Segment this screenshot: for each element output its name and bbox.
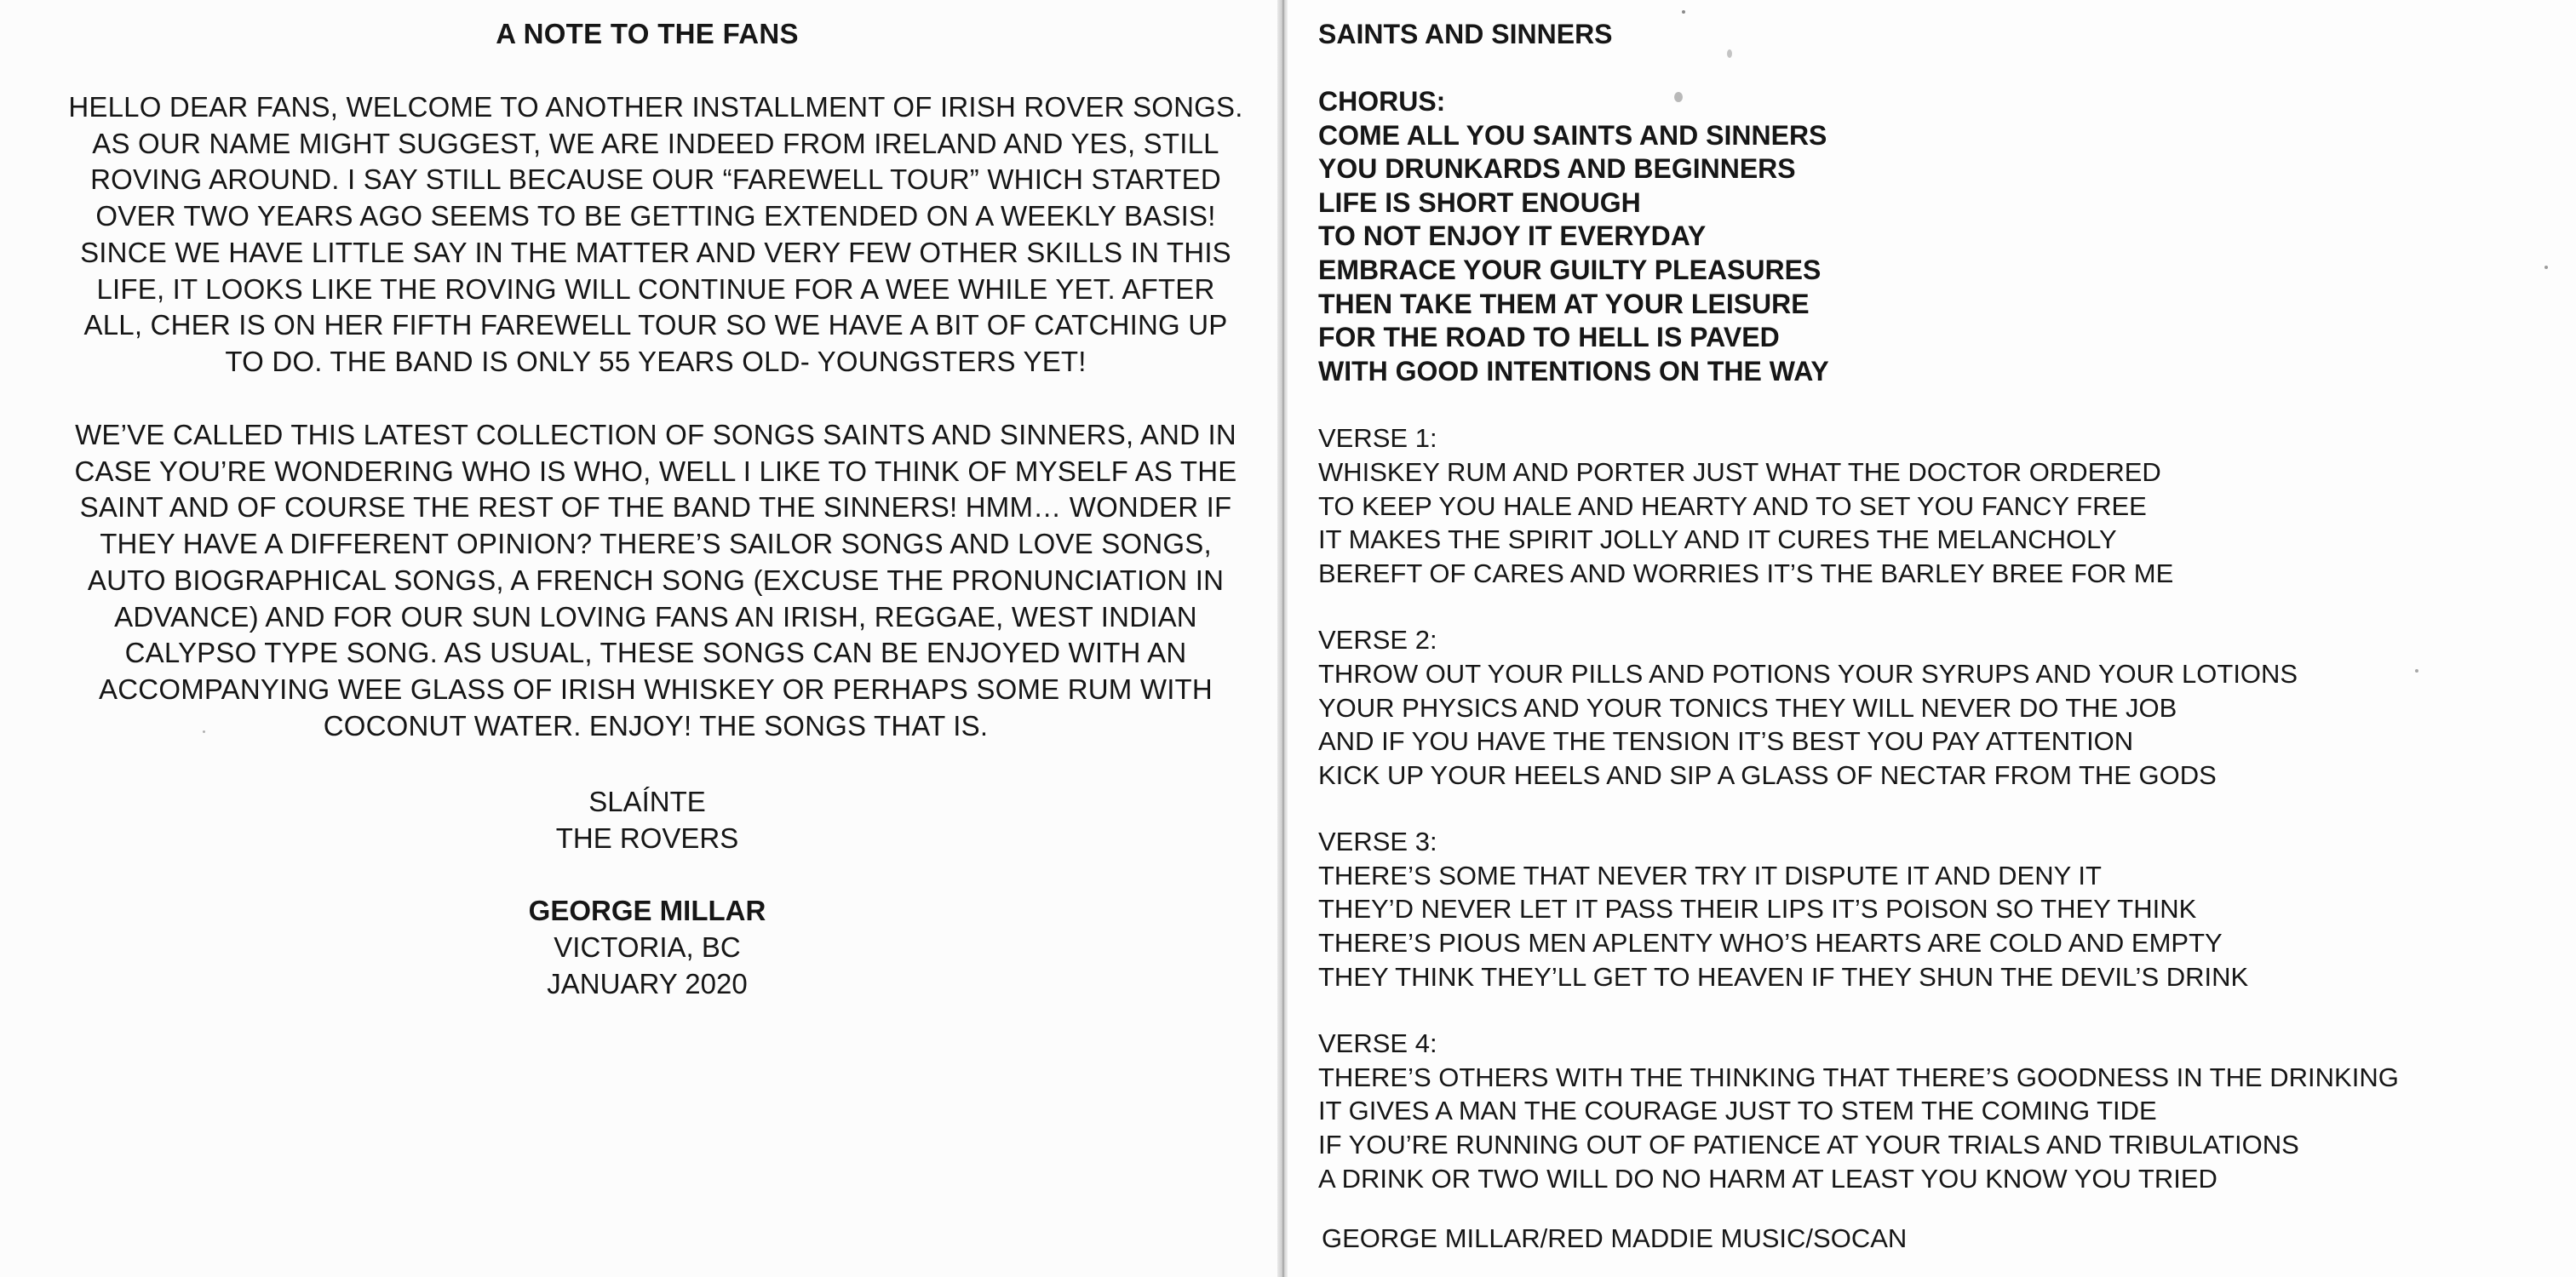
verse-4-section	[1318, 1027, 2544, 1195]
scan-speck	[1727, 49, 1732, 58]
lyric-line: BEREFT OF CARES AND WORRIES IT’S THE BARLEY BREE FOR ME	[1318, 558, 2174, 588]
lyric-line: IT MAKES THE SPIRIT JOLLY AND IT CURES THE MELANCHOLY	[1318, 524, 2117, 555]
text-line: AS OUR NAME MIGHT SUGGEST, WE ARE INDEED FROM IRELAND AND YES, STILL	[92, 127, 1219, 159]
author-block	[0, 892, 1294, 1002]
text-line: OVER TWO YEARS AGO SEEMS TO BE GETTING EXTENDED ON A WEEKLY BASIS!	[95, 200, 1216, 232]
lyric-line: COME ALL YOU SAINTS AND SINNERS	[1318, 119, 1827, 151]
lyric-line: A DRINK OR TWO WILL DO NO HARM AT LEAST YOU KNOW YOU TRIED	[1318, 1163, 2217, 1194]
lyric-line: THEN TAKE THEM AT YOUR LEISURE	[1318, 288, 1810, 319]
verse-label: VERSE 4:	[1318, 1028, 1437, 1059]
text-line: HELLO DEAR FANS, WELCOME TO ANOTHER INSTALLMENT OF IRISH ROVER SONGS.	[68, 91, 1243, 123]
text-line: TO DO. THE BAND IS ONLY 55 YEARS OLD- YOUNGSTERS YET!	[225, 345, 1087, 377]
lyric-line: IT GIVES A MAN THE COURAGE JUST TO STEM THE COMING TIDE	[1318, 1096, 2157, 1126]
lyric-line: WHISKEY RUM AND PORTER JUST WHAT THE DOCTOR ORDERED	[1318, 456, 2161, 487]
note-paragraph-2	[17, 417, 1294, 744]
verse-label: VERSE 3:	[1318, 827, 1437, 857]
text-line: AUTO BIOGRAPHICAL SONGS, A FRENCH SONG (EXCUSE THE PRONUNCIATION IN	[87, 564, 1225, 596]
text-line: THEY HAVE A DIFFERENT OPINION? THERE’S SAILOR SONGS AND LOVE SONGS,	[100, 528, 1212, 560]
lyric-line: THROW OUT YOUR PILLS AND POTIONS YOUR SYRUPS AND YOUR LOTIONS	[1318, 658, 2298, 689]
author-location: VICTORIA, BC	[554, 931, 741, 963]
text-line: ALL, CHER IS ON HER FIFTH FAREWELL TOUR SO WE HAVE A BIT OF CATCHING UP	[83, 309, 1228, 341]
scan-speck	[2415, 669, 2418, 673]
lyric-line: YOUR PHYSICS AND YOUR TONICS THEY WILL NEVER DO THE JOB	[1318, 692, 2177, 723]
lyric-line: THERE’S SOME THAT NEVER TRY IT DISPUTE IT AND DENY IT	[1318, 860, 2102, 890]
text-line: WE’VE CALLED THIS LATEST COLLECTION OF SONGS SAINTS AND SINNERS, AND IN	[75, 419, 1236, 450]
verse-3-section	[1318, 825, 2544, 994]
lyric-line: AND IF YOU HAVE THE TENSION IT’S BEST YOU PAY ATTENTION	[1318, 726, 2134, 757]
scan-speck	[203, 730, 205, 733]
lyric-line: KICK UP YOUR HEELS AND SIP A GLASS OF NECTAR FROM THE GODS	[1318, 759, 2217, 790]
lyric-line: TO NOT ENJOY IT EVERYDAY	[1318, 220, 1707, 252]
lyric-line: LIFE IS SHORT ENOUGH	[1318, 186, 1641, 218]
salutation: SLAÍNTE	[588, 786, 706, 817]
lyric-line: WITH GOOD INTENTIONS ON THE WAY	[1318, 355, 1829, 387]
lyric-line: THEY THINK THEY’LL GET TO HEAVEN IF THEY SHUN THE DEVIL’S DRINK	[1318, 961, 2249, 992]
song-title: SAINTS AND SINNERS	[1318, 19, 1613, 49]
text-line: SINCE WE HAVE LITTLE SAY IN THE MATTER AND VERY FEW OTHER SKILLS IN THIS	[80, 236, 1231, 268]
scan-speck	[1674, 92, 1683, 102]
lyric-line: THERE’S OTHERS WITH THE THINKING THAT THERE’S GOODNESS IN THE DRINKING	[1318, 1062, 2399, 1092]
verse-label: VERSE 1:	[1318, 423, 1437, 454]
verse-label: VERSE 2:	[1318, 625, 1437, 656]
signed-by: THE ROVERS	[555, 822, 739, 854]
note-date: JANUARY 2020	[547, 968, 748, 999]
text-line: COCONUT WATER. ENJOY! THE SONGS THAT IS.	[323, 709, 989, 742]
lyric-line: IF YOU’RE RUNNING OUT OF PATIENCE AT YOUR TRIALS AND TRIBULATIONS	[1318, 1130, 2299, 1160]
verse-1-section	[1318, 421, 2544, 590]
note-paragraph-1	[17, 89, 1294, 381]
chorus-label: CHORUS:	[1318, 86, 1446, 117]
scan-speck	[2544, 266, 2548, 269]
text-line: ADVANCE) AND FOR OUR SUN LOVING FANS AN IRISH, REGGAE, WEST INDIAN	[114, 600, 1197, 633]
lyric-line: YOU DRUNKARDS AND BEGINNERS	[1318, 153, 1796, 185]
lyric-line: THERE’S PIOUS MEN APLENTY WHO’S HEARTS ARE COLD AND EMPTY	[1318, 928, 2223, 959]
verse-2-section	[1318, 623, 2544, 792]
text-line: ACCOMPANYING WEE GLASS OF IRISH WHISKEY OR PERHAPS SOME RUM WITH	[99, 673, 1213, 705]
note-title: A NOTE TO THE FANS	[496, 18, 799, 49]
text-line: CALYPSO TYPE SONG. AS USUAL, THESE SONGS CAN BE ENJOYED WITH AN	[124, 637, 1187, 669]
scan-speck	[1682, 10, 1685, 14]
lyric-line: FOR THE ROAD TO HELL IS PAVED	[1318, 322, 1780, 353]
author-name: GEORGE MILLAR	[528, 895, 766, 926]
lyric-line: EMBRACE YOUR GUILTY PLEASURES	[1318, 254, 1822, 285]
lyric-line: THEY’D NEVER LET IT PASS THEIR LIPS IT’S POISON SO THEY THINK	[1318, 894, 2197, 925]
text-line: CASE YOU’RE WONDERING WHO IS WHO, WELL I LIKE TO THINK OF MYSELF AS THE	[74, 455, 1237, 487]
salutation-block	[0, 783, 1294, 856]
text-line: ROVING AROUND. I SAY STILL BECAUSE OUR “FAREWELL TOUR” WHICH STARTED	[90, 163, 1221, 196]
text-line: LIFE, IT LOOKS LIKE THE ROVING WILL CONTINUE FOR A WEE WHILE YET. AFTER	[96, 272, 1215, 305]
song-lyrics	[1318, 17, 2544, 1228]
chorus-section	[1318, 85, 2544, 388]
lyric-line: TO KEEP YOU HALE AND HEARTY AND TO SET YOU FANCY FREE	[1318, 490, 2147, 521]
text-line: SAINT AND OF COURSE THE REST OF THE BAND THE SINNERS! HMM… WONDER IF	[79, 491, 1232, 524]
song-credits: GEORGE MILLAR/RED MADDIE MUSIC/SOCAN	[1322, 1223, 1908, 1253]
